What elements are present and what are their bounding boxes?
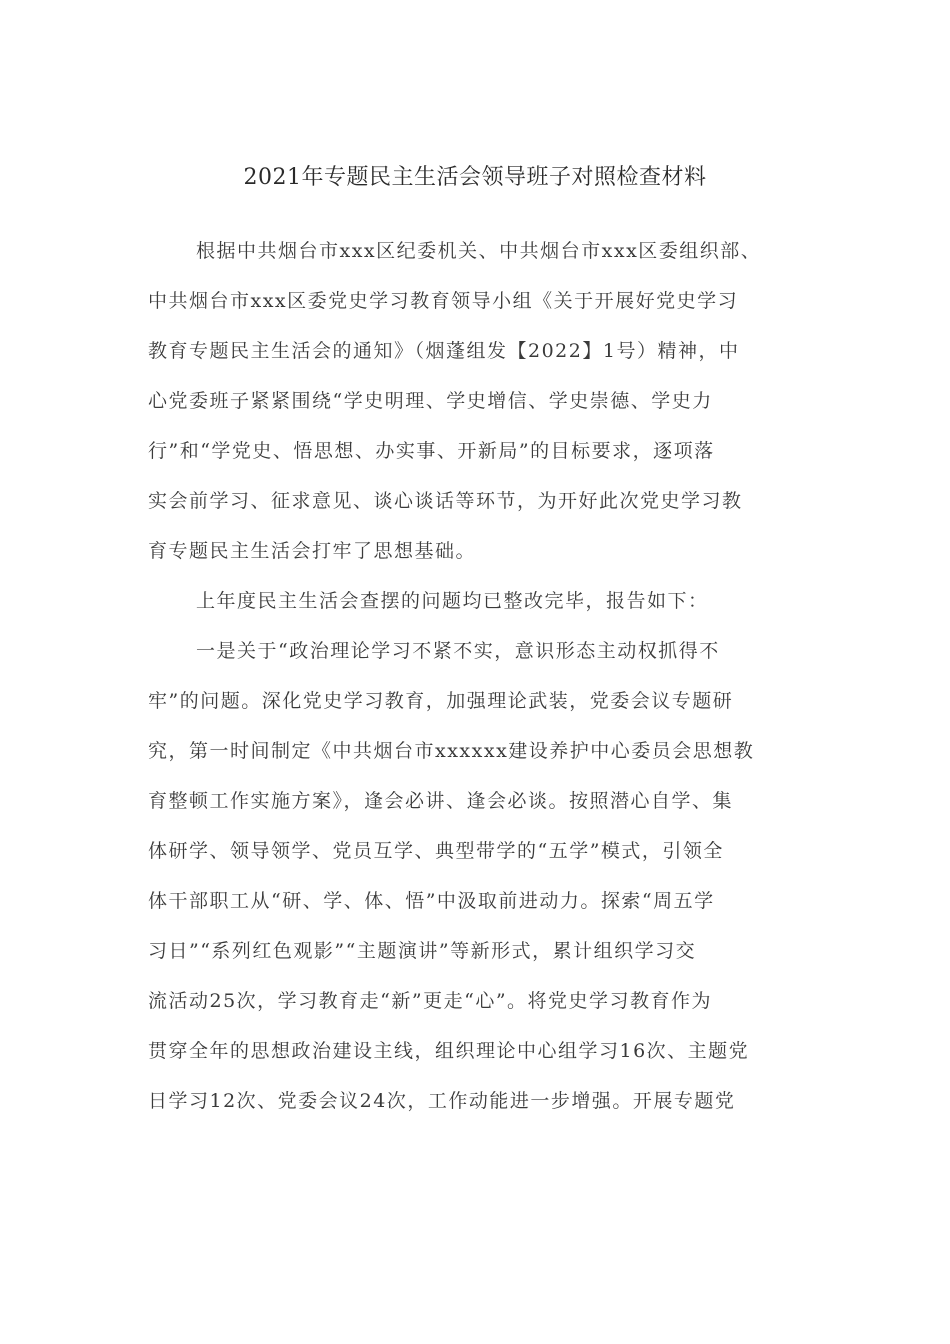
paragraph-line: 育整顿工作实施方案》，逢会必讲、逢会必谈。按照潜心自学、集 xyxy=(148,790,734,812)
paragraph-line: 行”和“学党史、悟思想、办实事、开新局”的目标要求，逐项落 xyxy=(148,440,715,462)
paragraph-line: 育专题民主生活会打牢了思想基础。 xyxy=(148,540,477,562)
paragraph-line: 习日”“系列红色观影”“主题演讲”等新形式，累计组织学习交 xyxy=(148,940,697,962)
paragraph-line: 日学习12次、党委会议24次，工作动能进一步增强。开展专题党 xyxy=(148,1090,736,1112)
paragraph-line: 体干部职工从“研、学、体、悟”中汲取前进动力。探索“周五学 xyxy=(148,890,715,912)
paragraph-line: 流活动25次，学习教育走“新”更走“心”。将党史学习教育作为 xyxy=(148,990,713,1012)
paragraph-line: 一是关于“政治理论学习不紧不实，意识形态主动权抓得不 xyxy=(196,640,720,662)
paragraph-line: 体研学、领导领学、党员互学、典型带学的“五学”模式，引领全 xyxy=(148,840,724,862)
paragraph-line: 中共烟台市xxx区委党史学习教育领导小组《关于开展好党史学习 xyxy=(148,290,739,312)
paragraph-line: 教育专题民主生活会的通知》（烟蓬组发【2022】1号）精神，中 xyxy=(148,340,740,362)
paragraph-line: 根据中共烟台市xxx区纪委机关、中共烟台市xxx区委组织部、 xyxy=(196,240,762,262)
document-title: 2021年专题民主生活会领导班子对照检查材料 xyxy=(243,165,707,190)
paragraph-line: 上年度民主生活会查摆的问题均已整改完毕，报告如下： xyxy=(196,590,709,612)
paragraph-line: 心党委班子紧紧围绕“学史明理、学史增信、学史崇德、学史力 xyxy=(148,390,713,412)
paragraph-line: 实会前学习、征求意见、谈心谈话等环节，为开好此次党史学习教 xyxy=(148,490,743,512)
paragraph-line: 贯穿全年的思想政治建设主线，组织理论中心组学习16次、主题党 xyxy=(148,1040,750,1062)
paragraph-line: 牢”的问题。深化党史学习教育，加强理论武装，党委会议专题研 xyxy=(148,690,734,712)
paragraph-line: 究，第一时间制定《中共烟台市xxxxxx建设养护中心委员会思想教 xyxy=(148,740,755,762)
